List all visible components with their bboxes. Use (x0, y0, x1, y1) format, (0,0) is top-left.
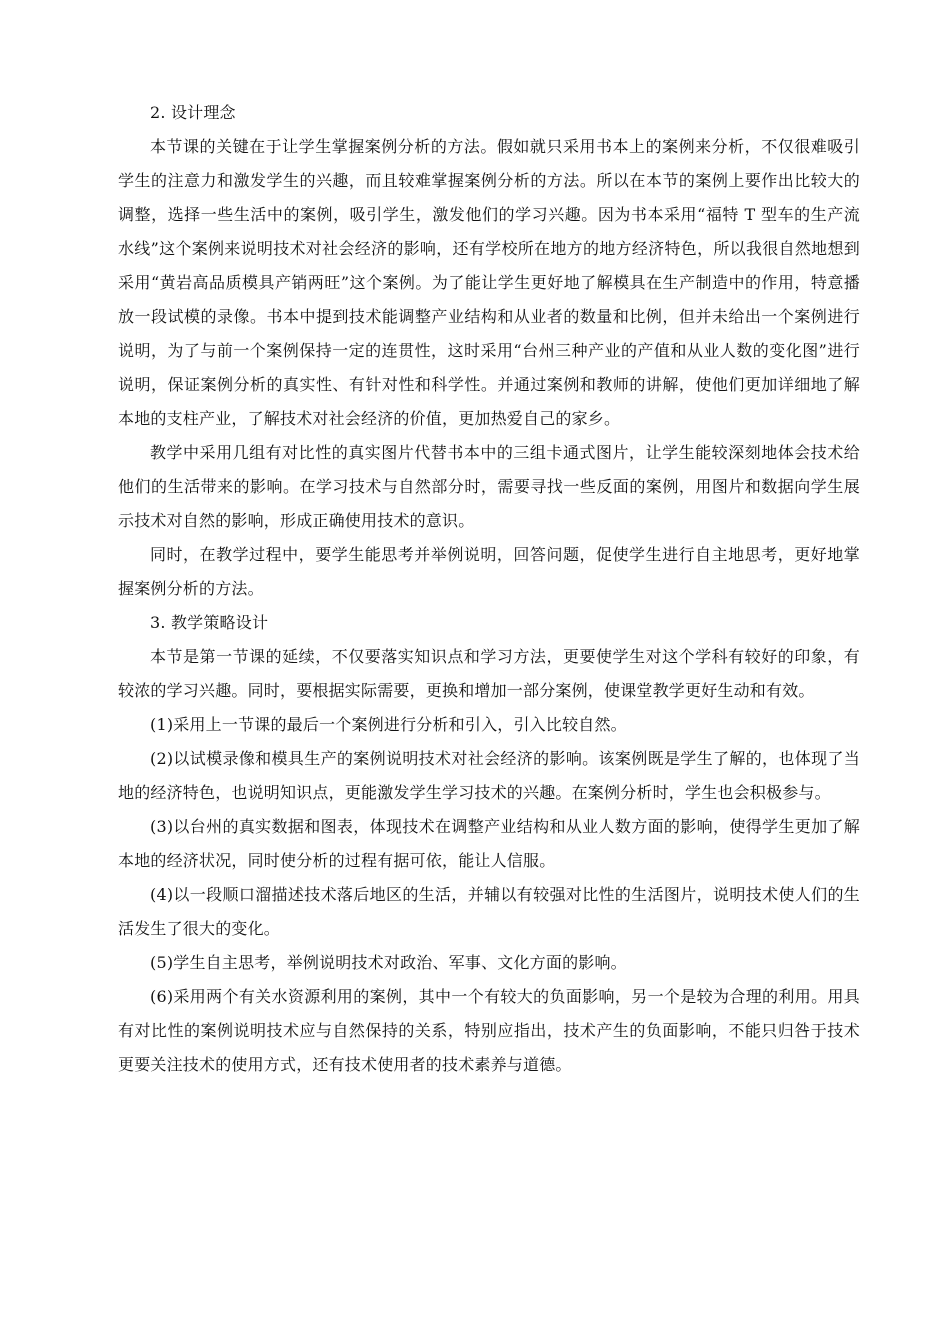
strategy-item-5: (5)学生自主思考，举例说明技术对政治、军事、文化方面的影响。 (150, 953, 627, 972)
strategy-item-4: (4)以一段顺口溜描述技术落后地区的生活，并辅以有较强对比性的生活图片，说明技术使人们的生活发生了很大的变化。 (118, 885, 860, 938)
strategy-item-2: (2)以试模录像和模具生产的案例说明技术对社会经济的影响。该案例既是学生了解的，也体现了当地的经济特色，也说明知识点，更能激发学生学习技术的兴趣。在案例分析时，学生也会积极参与。 (118, 749, 860, 802)
strategy-item-6: (6)采用两个有关水资源利用的案例，其中一个有较大的负面影响，另一个是较为合理的利用。用具有对比性的案例说明技术应与自然保持的关系，特别应指出，技术产生的负面影响，不能只归咎于技术更要关注技术的使用方式，还有技术使用者的技术素养与道德。 (118, 987, 860, 1074)
section-3-heading: 3. 教学策略设计 (150, 613, 269, 632)
section-2-paragraph-3: 同时，在教学过程中，要学生能思考并举例说明，回答问题，促使学生进行自主地思考，更好地掌握案例分析的方法。 (118, 545, 860, 598)
section-2-heading: 2. 设计理念 (150, 103, 236, 122)
document-body (118, 96, 860, 1082)
strategy-item-3: (3)以台州的真实数据和图表，体现技术在调整产业结构和从业人数方面的影响，使得学生更加了解本地的经济状况，同时使分析的过程有据可依，能让人信服。 (118, 817, 860, 870)
section-3-intro-paragraph: 本节是第一节课的延续，不仅要落实知识点和学习方法，更要使学生对这个学科有较好的印象，有较浓的学习兴趣。同时，要根据实际需要，更换和增加一部分案例，使课堂教学更好生动和有效。 (118, 647, 860, 700)
section-2-paragraph-2: 教学中采用几组有对比性的真实图片代替书本中的三组卡通式图片，让学生能较深刻地体会技术给他们的生活带来的影响。在学习技术与自然部分时，需要寻找一些反面的案例，用图片和数据向学生展示技术对自然的影响，形成正确使用技术的意识。 (118, 443, 860, 530)
section-2-paragraph-1: 本节课的关键在于让学生掌握案例分析的方法。假如就只采用书本上的案例来分析，不仅很难吸引学生的注意力和激发学生的兴趣，而且较难掌握案例分析的方法。所以在本节的案例上要作出比较大的调整，选择一些生活中的案例，吸引学生，激发他们的学习兴趣。因为书本采用“福特 T 型车的生产流水线”这个案例来说明技术对社会经济的影响，还有学校所在地方的地方经济特色，所以我很自然地想到采用“黄岩高品质模具产销两旺”这个案例。为了能让学生更好地了解模具在生产制造中的作用，特意播放一段试模的录像。书本中提到技术能调整产业结构和从业者的数量和比例，但并未给出一个案例进行说明，为了与前一个案例保持一定的连贯性，这时采用“台州三种产业的产值和从业人数的变化图”进行说明，保证案例分析的真实性、有针对性和科学性。并通过案例和教师的讲解，使他们更加详细地了解本地的支柱产业，了解技术对社会经济的价值，更加热爱自己的家乡。 (118, 137, 860, 428)
strategy-item-1: (1)采用上一节课的最后一个案例进行分析和引入，引入比较自然。 (150, 715, 627, 734)
